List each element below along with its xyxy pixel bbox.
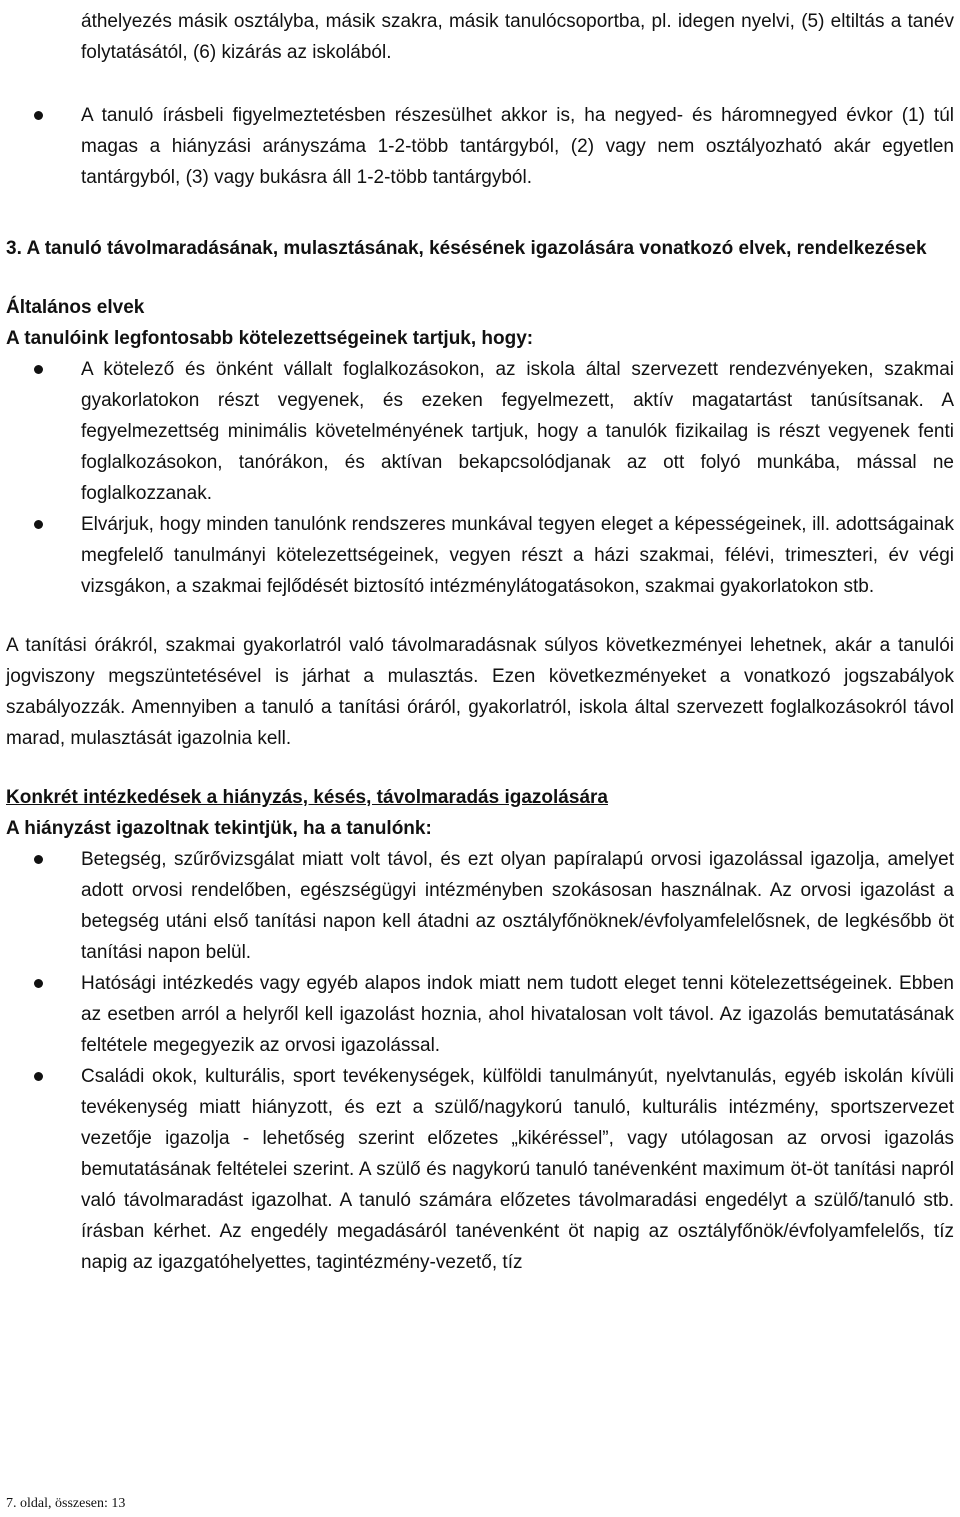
bullet-icon xyxy=(34,855,43,864)
bullet-icon xyxy=(34,1072,43,1081)
subsection-title: Általános elvek xyxy=(6,297,145,318)
justified-absence-bullet-list xyxy=(6,844,954,1278)
section-number: 3. xyxy=(6,238,22,259)
warning-bullet-list xyxy=(6,100,954,193)
consequences-paragraph: A tanítási órákról, szakmai gyakorlatról való távolmaradásnak súlyos következményei lehetnek, akár a tanulói jogviszony megszüntetésével is járhat a mulasztás. Ezen következményeket a vonatkozó jogszabályok szabályozzák. Amennyiben a tanuló a tanítási óráról, gyakorlatról, iskola által szervezett foglalkozásokról távol marad, mulasztását igazolnia kell. xyxy=(6,635,954,749)
bullet-text: A tanuló írásbeli figyelmeztetésben részesülhet akkor is, ha negyed- és háromnegyed évkor (1) túl magas a hiányzási arányszáma 1-2-több tantárgyból, (2) vagy nem osztályozható akár egyetlen tantárgyból, (3) vagy bukásra áll 1-2-több tantárgyból. xyxy=(81,105,954,188)
spacer xyxy=(6,754,954,782)
subsection-title: Konkrét intézkedések a hiányzás, késés, távolmaradás igazolására xyxy=(6,787,608,808)
list-item xyxy=(6,509,954,602)
bullet-text: Családi okok, kulturális, sport tevékenységek, külföldi tanulmányút, nyelvtanulás, egyéb iskolán kívüli tevékenység miatt hiányzott, és ezt a szülő/nagykorú tanuló, kulturális intézmény, sportszervezet vezetője igazolja - lehetőség szerint előzetes „kikéréssel”, vagy utólagosan az orvosi igazolás bemutatásának feltételei szerint. A szülő és nagykorú tanuló tanévenként maximum öt-öt tanítási napról való távolmaradást igazolhat. A tanuló számára előzetes távolmaradási engedélyt a szülő/tanuló stb. írásban kérhet. Az engedély megadásáról tanévenként öt napig az osztályfőnök/évfolyamfelelős, tíz napig az igazgatóhelyettes, tagintézmény-vezető, tíz xyxy=(81,1066,954,1273)
subsection-lead: A hiányzást igazoltnak tekintjük, ha a tanulónk: xyxy=(6,818,432,839)
page-footer: 7. oldal, összesen: 13 xyxy=(6,1496,126,1511)
section-heading xyxy=(6,233,954,264)
list-item xyxy=(6,100,954,193)
bullet-icon xyxy=(34,520,43,529)
bullet-text: Elvárjuk, hogy minden tanulónk rendszeres munkával tegyen eleget a képességeinek, ill. adottságainak megfelelő tanulmányi kötelezettségeinek, vegyen részt a házi szakmai, félévi, trimeszteri, év végi vizsgákon, a szakmai fejlődését biztosító intézménylátogatásokon, szakmai gyakorlatokon stb. xyxy=(81,514,954,597)
bullet-text: Betegség, szűrővizsgálat miatt volt távol, és ezt olyan papíralapú orvosi igazolással igazolja, amelyet adott orvosi rendelőben, egészségügyi intézményben szokásosan használnak. Az orvosi igazolást a betegség utáni első tanítási napon kell átadni az osztályfőnöknek/évfolyamfelelősnek, de legkésőbb öt tanítási napon belül. xyxy=(81,849,954,963)
spacer xyxy=(6,193,954,221)
list-item xyxy=(6,968,954,1061)
subsection-lead: A tanulóink legfontosabb kötelezettségeinek tartjuk, hogy: xyxy=(6,328,534,349)
bullet-icon xyxy=(34,365,43,374)
bullet-text: A kötelező és önként vállalt foglalkozásokon, az iskola által szervezett rendezvényeken, szakmai gyakorlatokon részt vegyenek, és ezeken fegyelmezett, aktív magatartást tanúsítsanak. A fegyelmezettség minimális követelményének tartjuk, hogy a tanulók fizikailag is részt vegyenek fenti foglalkozásokon, tanórákon, és aktívan bekapcsolódjanak az ott folyó munkába, mással ne foglalkozzanak. xyxy=(81,359,954,504)
continuation-paragraph: áthelyezés másik osztályba, másik szakra, másik tanulócsoportba, pl. idegen nyelvi, (5) eltiltás a tanév folytatásától, (6) kizárás az iskolából. xyxy=(81,11,954,63)
bullet-icon xyxy=(34,111,43,120)
list-item xyxy=(6,844,954,968)
bullet-icon xyxy=(34,979,43,988)
section-title: A tanuló távolmaradásának, mulasztásának, késésének igazolására vonatkozó elvek, rendelkezések xyxy=(26,238,927,259)
obligations-bullet-list xyxy=(6,354,954,602)
spacer xyxy=(6,602,954,630)
spacer xyxy=(6,221,954,233)
list-item xyxy=(6,354,954,509)
document-content xyxy=(6,6,954,1278)
spacer xyxy=(6,264,954,292)
bullet-text: Hatósági intézkedés vagy egyéb alapos indok miatt nem tudott eleget tenni kötelezettségeinek. Ebben az esetben arról a helyről kell igazolást hoznia, ahol hivatalosan volt távol. Az igazolás bemutatásának feltétele megegyezik az orvosi igazolással. xyxy=(81,973,954,1056)
spacer xyxy=(6,68,954,100)
list-item xyxy=(6,1061,954,1278)
